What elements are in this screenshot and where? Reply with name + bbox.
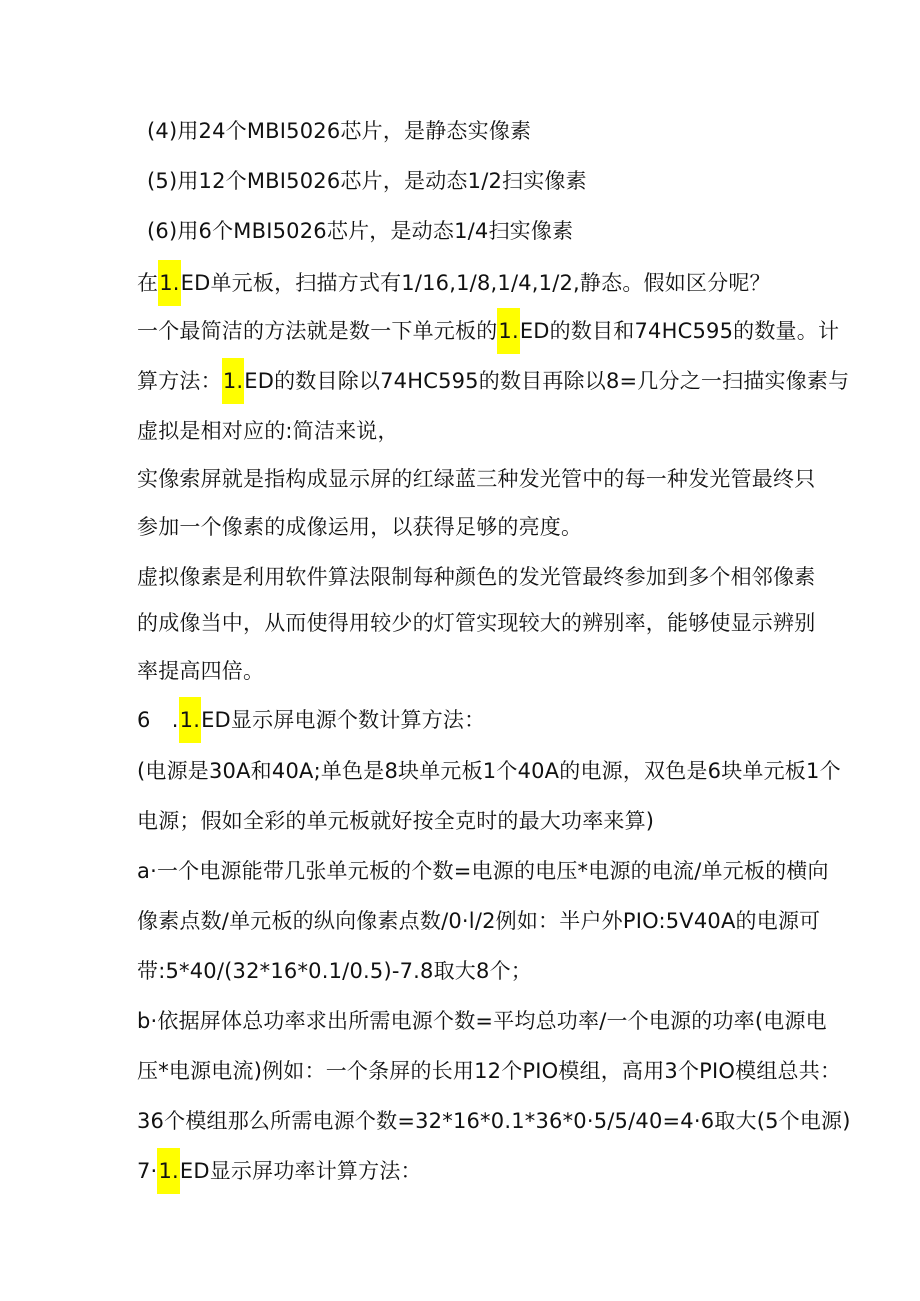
text-line: [137, 416, 399, 446]
text-segment: 像素点数/单元板的纵向像素点数/0·l/2例如：半户外PIO:5V40A的电源可: [137, 909, 821, 933]
text-segment: 的成像当中，从而使得用较少的灯管实现较大的辨别率，能够使显示辨别: [137, 611, 816, 635]
text-segment: (5)用12个MBI5026芯片，是动态1/2扫实像素: [147, 169, 587, 193]
text-line: [137, 268, 771, 298]
text-segment: b·依据屏体总功率求出所需电源个数=平均总功率/一个电源的功率(电源电: [137, 1009, 827, 1033]
highlighted-text: 1.: [157, 1148, 179, 1194]
text-segment: ED的数目和74HC595的数量。计: [519, 319, 840, 343]
text-segment: ED的数目除以74HC595的数目再除以8=几分之一扫描实像素与: [244, 369, 850, 393]
text-segment: ED单元板，扫描方式有1/16,1/8,1/4,1/2,静态。假如区分呢？: [180, 271, 771, 295]
text-line: [137, 756, 841, 786]
text-segment: 36个模组那么所需电源个数=32*16*0.1*36*0·5/5/40=4·6取大(5个电源): [137, 1109, 851, 1133]
text-segment: 率提高四倍。: [137, 659, 265, 683]
text-line: [137, 806, 654, 836]
highlighted-text: 1.: [222, 358, 244, 404]
text-segment: 实像索屏就是指构成显示屏的红绿蓝三种发光管中的每一种发光管最终只: [137, 467, 816, 491]
text-line: [137, 1006, 827, 1036]
text-line: [137, 656, 264, 686]
text-segment: (电源是30A和40A;单色是8块单元板1个40A的电源，双色是6块单元板1个: [137, 759, 841, 783]
text-segment: ED显示屏功率计算方法：: [179, 1159, 422, 1183]
text-line: [137, 1056, 841, 1086]
text-segment: 虚拟是相对应的:简洁来说，: [137, 419, 399, 443]
highlighted-text: 1.: [179, 697, 201, 743]
text-line: [147, 166, 587, 196]
text-segment: 一个最简洁的方法就是数一下单元板的: [137, 319, 498, 343]
text-segment: 压*电源电流)例如：一个条屏的长用12个PIO模组，高用3个PIO模组总共：: [137, 1059, 842, 1083]
text-line: [147, 116, 531, 146]
text-segment: 在: [137, 271, 159, 295]
text-segment: a·一个电源能带几张单元板的个数=电源的电压*电源的电流/单元板的横向: [137, 859, 829, 883]
text-segment: (6)用6个MBI5026芯片，是动态1/4扫实像素: [147, 219, 574, 243]
text-line: [137, 562, 815, 592]
text-line: [147, 216, 573, 246]
text-line: [137, 1156, 422, 1186]
text-segment: (4)用24个MBI5026芯片，是静态实像素: [147, 119, 532, 143]
text-line: [137, 366, 849, 396]
text-segment: 7·: [137, 1159, 158, 1183]
text-segment: 算方法：: [137, 369, 222, 393]
text-segment: ED显示屏电源个数计算方法：: [201, 708, 486, 732]
text-segment: 电源；假如全彩的单元板就好按全克时的最大功率来算): [137, 809, 655, 833]
text-line: [137, 956, 532, 986]
text-line: [137, 906, 820, 936]
text-segment: 带:5*40/(32*16*0.1/0.5)-7.8取大8个；: [137, 959, 532, 983]
text-line: [137, 512, 582, 542]
text-segment: 参加一个像素的成像运用，以获得足够的亮度。: [137, 515, 583, 539]
highlighted-text: 1.: [497, 308, 519, 354]
text-segment: 6 .: [137, 708, 179, 732]
text-line: [137, 1106, 851, 1136]
text-line: [137, 464, 815, 494]
text-line: [137, 316, 839, 346]
text-line: [137, 608, 815, 638]
text-line: [137, 856, 829, 886]
text-segment: 虚拟像素是利用软件算法限制每种颜色的发光管最终参加到多个相邻像素: [137, 565, 816, 589]
highlighted-text: 1.: [158, 260, 180, 306]
text-line: [137, 705, 485, 735]
